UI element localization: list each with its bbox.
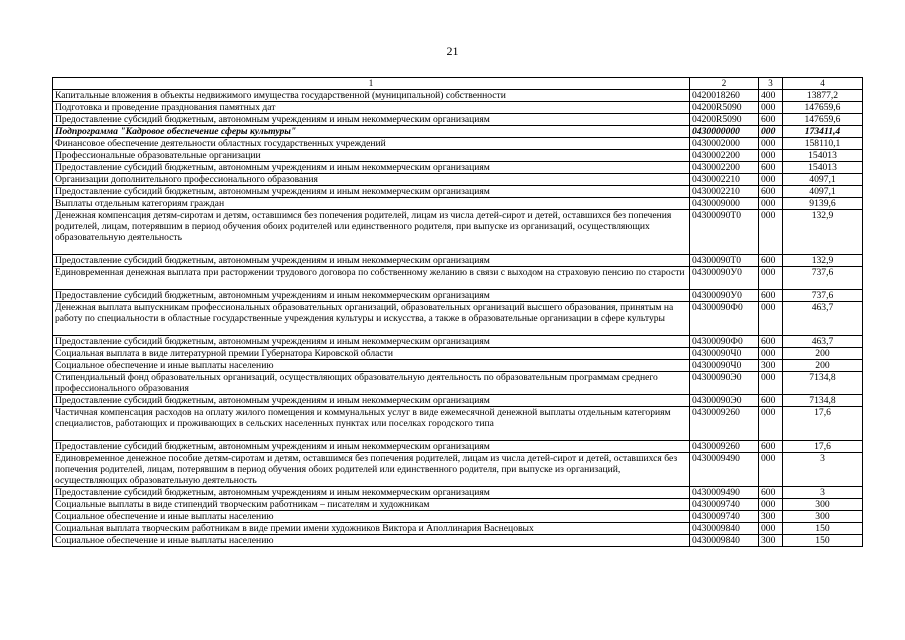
row-name-cell: Подпрограмма "Кадровое обеспечение сферы культуры" bbox=[53, 126, 690, 138]
row-type-cell: 600 bbox=[759, 114, 783, 126]
row-name-cell: Предоставление субсидий бюджетным, автономным учреждениям и иным некоммерческим организациям bbox=[53, 441, 690, 453]
row-name-cell: Денежная выплата выпускникам профессиональных образовательных организаций, образовательных организаций высшего образования, принятым на работу по специальности в областные государственные учреждения культуры и искусства, а также в образовательные организации в сфере культуры bbox=[53, 302, 690, 336]
row-type-cell: 000 bbox=[759, 102, 783, 114]
row-sum-cell: 4097,1 bbox=[783, 186, 863, 198]
row-name-cell: Профессиональные образовательные организации bbox=[53, 150, 690, 162]
row-code-cell: 04300090Ч0 bbox=[690, 348, 759, 360]
row-name-cell: Организации дополнительного профессионального образования bbox=[53, 174, 690, 186]
table-row bbox=[53, 487, 863, 499]
table-row bbox=[53, 114, 863, 126]
row-type-cell: 000 bbox=[759, 523, 783, 535]
row-name-cell: Денежная компенсация детям-сиротам и детям, оставшимся без попечения родителей, лицам из числа детей-сирот и детей, оставшихся без попечения родителей, лицам, потерявшим в период обучения обоих родителей или единственного родителя, при выпуске из организаций, осуществляющих образовательную деятельность bbox=[53, 210, 690, 255]
table-row bbox=[53, 174, 863, 186]
row-name-cell: Социальное обеспечение и иные выплаты населению bbox=[53, 360, 690, 372]
row-name-cell: Социальное обеспечение и иные выплаты населению bbox=[53, 511, 690, 523]
row-name-cell: Единовременное денежное пособие детям-сиротам и детям, оставшимся без попечения родителей, лицам из числа детей-сирот и детей, оставшихся без попечения родителей, лицам, потерявшим в период обучения обоих родителей или единственного родителя, при выпуске из организаций, осуществляющих образовательную деятельность bbox=[53, 453, 690, 487]
table-row bbox=[53, 348, 863, 360]
row-sum-cell: 463,7 bbox=[783, 336, 863, 348]
table-row bbox=[53, 523, 863, 535]
row-name-cell: Финансовое обеспечение деятельности областных государственных учреждений bbox=[53, 138, 690, 150]
table-row bbox=[53, 210, 863, 255]
row-code-cell: 0430000000 bbox=[690, 126, 759, 138]
row-code-cell: 0430009840 bbox=[690, 523, 759, 535]
table-row bbox=[53, 535, 863, 547]
row-type-cell: 300 bbox=[759, 511, 783, 523]
table-row bbox=[53, 267, 863, 290]
table-row bbox=[53, 336, 863, 348]
table-row bbox=[53, 407, 863, 441]
row-type-cell: 000 bbox=[759, 302, 783, 336]
row-code-cell: 04300090Ф0 bbox=[690, 302, 759, 336]
row-sum-cell: 300 bbox=[783, 511, 863, 523]
row-type-cell: 600 bbox=[759, 487, 783, 499]
row-name-cell: Выплаты отдельным категориям граждан bbox=[53, 198, 690, 210]
table-row bbox=[53, 126, 863, 138]
row-code-cell: 04300090У0 bbox=[690, 267, 759, 290]
budget-table bbox=[52, 77, 863, 547]
row-name-cell: Предоставление субсидий бюджетным, автономным учреждениям и иным некоммерческим организациям bbox=[53, 336, 690, 348]
row-type-cell: 000 bbox=[759, 499, 783, 511]
table-row bbox=[53, 162, 863, 174]
row-type-cell: 600 bbox=[759, 441, 783, 453]
row-type-cell: 000 bbox=[759, 150, 783, 162]
row-type-cell: 600 bbox=[759, 336, 783, 348]
row-type-cell: 000 bbox=[759, 267, 783, 290]
row-sum-cell: 132,9 bbox=[783, 255, 863, 267]
row-sum-cell: 463,7 bbox=[783, 302, 863, 336]
row-code-cell: 0430009490 bbox=[690, 487, 759, 499]
row-code-cell: 0430009740 bbox=[690, 511, 759, 523]
row-type-cell: 600 bbox=[759, 395, 783, 407]
row-sum-cell: 737,6 bbox=[783, 290, 863, 302]
row-sum-cell: 737,6 bbox=[783, 267, 863, 290]
table-row bbox=[53, 441, 863, 453]
row-code-cell: 0430002200 bbox=[690, 162, 759, 174]
row-name-cell: Капитальные вложения в объекты недвижимого имущества государственной (муниципальной) собственности bbox=[53, 90, 690, 102]
row-sum-cell: 7134,8 bbox=[783, 372, 863, 395]
table-row bbox=[53, 198, 863, 210]
row-sum-cell: 173411,4 bbox=[783, 126, 863, 138]
table-row bbox=[53, 511, 863, 523]
row-code-cell: 0420018260 bbox=[690, 90, 759, 102]
row-name-cell: Социальное обеспечение и иные выплаты населению bbox=[53, 535, 690, 547]
table-row bbox=[53, 290, 863, 302]
row-sum-cell: 3 bbox=[783, 487, 863, 499]
row-sum-cell: 154013 bbox=[783, 150, 863, 162]
row-type-cell: 000 bbox=[759, 210, 783, 255]
row-name-cell: Предоставление субсидий бюджетным, автономным учреждениям и иным некоммерческим организациям bbox=[53, 114, 690, 126]
row-sum-cell: 17,6 bbox=[783, 441, 863, 453]
row-type-cell: 000 bbox=[759, 138, 783, 150]
row-type-cell: 000 bbox=[759, 126, 783, 138]
row-type-cell: 300 bbox=[759, 535, 783, 547]
row-code-cell: 04200R5090 bbox=[690, 102, 759, 114]
row-sum-cell: 154013 bbox=[783, 162, 863, 174]
table-row bbox=[53, 90, 863, 102]
row-sum-cell: 4097,1 bbox=[783, 174, 863, 186]
row-sum-cell: 147659,6 bbox=[783, 102, 863, 114]
row-code-cell: 04200R5090 bbox=[690, 114, 759, 126]
column-header: 2 bbox=[690, 78, 759, 90]
row-code-cell: 0430009840 bbox=[690, 535, 759, 547]
row-code-cell: 0430009000 bbox=[690, 198, 759, 210]
row-code-cell: 04300090У0 bbox=[690, 290, 759, 302]
row-code-cell: 04300090Э0 bbox=[690, 395, 759, 407]
row-code-cell: 0430009740 bbox=[690, 499, 759, 511]
row-type-cell: 000 bbox=[759, 407, 783, 441]
row-sum-cell: 132,9 bbox=[783, 210, 863, 255]
row-type-cell: 600 bbox=[759, 186, 783, 198]
row-sum-cell: 300 bbox=[783, 499, 863, 511]
table-row bbox=[53, 372, 863, 395]
row-sum-cell: 200 bbox=[783, 360, 863, 372]
row-code-cell: 04300090Т0 bbox=[690, 210, 759, 255]
table-row bbox=[53, 186, 863, 198]
row-name-cell: Единовременная денежная выплата при расторжении трудового договора по собственному желанию в связи с выходом на страховую пенсию по старости bbox=[53, 267, 690, 290]
row-code-cell: 0430002210 bbox=[690, 174, 759, 186]
row-name-cell: Предоставление субсидий бюджетным, автономным учреждениям и иным некоммерческим организациям bbox=[53, 395, 690, 407]
row-sum-cell: 150 bbox=[783, 523, 863, 535]
row-code-cell: 04300090Ч0 bbox=[690, 360, 759, 372]
row-name-cell: Предоставление субсидий бюджетным, автономным учреждениям и иным некоммерческим организациям bbox=[53, 255, 690, 267]
table-row bbox=[53, 302, 863, 336]
row-name-cell: Предоставление субсидий бюджетным, автономным учреждениям и иным некоммерческим организациям bbox=[53, 290, 690, 302]
row-name-cell: Предоставление субсидий бюджетным, автономным учреждениям и иным некоммерческим организациям bbox=[53, 186, 690, 198]
row-type-cell: 600 bbox=[759, 162, 783, 174]
row-name-cell: Предоставление субсидий бюджетным, автономным учреждениям и иным некоммерческим организациям bbox=[53, 162, 690, 174]
table-row bbox=[53, 138, 863, 150]
row-code-cell: 0430009260 bbox=[690, 407, 759, 441]
row-type-cell: 000 bbox=[759, 372, 783, 395]
row-sum-cell: 3 bbox=[783, 453, 863, 487]
column-header: 1 bbox=[53, 78, 690, 90]
row-code-cell: 0430009260 bbox=[690, 441, 759, 453]
row-type-cell: 000 bbox=[759, 348, 783, 360]
row-name-cell: Социальная выплата в виде литературной премии Губернатора Кировской области bbox=[53, 348, 690, 360]
row-type-cell: 000 bbox=[759, 198, 783, 210]
row-code-cell: 04300090Ф0 bbox=[690, 336, 759, 348]
row-sum-cell: 13877,2 bbox=[783, 90, 863, 102]
row-sum-cell: 147659,6 bbox=[783, 114, 863, 126]
row-sum-cell: 17,6 bbox=[783, 407, 863, 441]
row-code-cell: 0430002210 bbox=[690, 186, 759, 198]
row-type-cell: 000 bbox=[759, 174, 783, 186]
row-sum-cell: 7134,8 bbox=[783, 395, 863, 407]
row-code-cell: 04300090Э0 bbox=[690, 372, 759, 395]
row-name-cell: Частичная компенсация расходов на оплату жилого помещения и коммунальных услуг в виде ежемесячной денежной выплаты отдельным категориям специалистов, работающих и проживающих в сельских населенных пунктах или поселках городского типа bbox=[53, 407, 690, 441]
column-header: 4 bbox=[783, 78, 863, 90]
table-row bbox=[53, 102, 863, 114]
table-row bbox=[53, 395, 863, 407]
row-name-cell: Подготовка и проведение празднования памятных дат bbox=[53, 102, 690, 114]
row-type-cell: 400 bbox=[759, 90, 783, 102]
row-type-cell: 300 bbox=[759, 360, 783, 372]
row-code-cell: 0430002200 bbox=[690, 150, 759, 162]
row-sum-cell: 158110,1 bbox=[783, 138, 863, 150]
row-name-cell: Социальная выплата творческим работникам в виде премии имени художников Виктора и Аполлинария Васнецовых bbox=[53, 523, 690, 535]
page-number: 21 bbox=[446, 44, 459, 58]
table-row bbox=[53, 360, 863, 372]
table-row bbox=[53, 255, 863, 267]
row-sum-cell: 200 bbox=[783, 348, 863, 360]
row-type-cell: 600 bbox=[759, 255, 783, 267]
column-header: 3 bbox=[759, 78, 783, 90]
table-row bbox=[53, 150, 863, 162]
table-row bbox=[53, 499, 863, 511]
row-type-cell: 600 bbox=[759, 290, 783, 302]
row-code-cell: 04300090Т0 bbox=[690, 255, 759, 267]
row-sum-cell: 150 bbox=[783, 535, 863, 547]
row-type-cell: 000 bbox=[759, 453, 783, 487]
row-sum-cell: 9139,6 bbox=[783, 198, 863, 210]
row-name-cell: Стипендиальный фонд образовательных организаций, осуществляющих образовательную деятельность по образовательным программам среднего профессионального образования bbox=[53, 372, 690, 395]
row-code-cell: 0430009490 bbox=[690, 453, 759, 487]
row-name-cell: Социальные выплаты в виде стипендий творческим работникам – писателям и художникам bbox=[53, 499, 690, 511]
row-name-cell: Предоставление субсидий бюджетным, автономным учреждениям и иным некоммерческим организациям bbox=[53, 487, 690, 499]
table-row bbox=[53, 453, 863, 487]
row-code-cell: 0430002000 bbox=[690, 138, 759, 150]
table-header-row bbox=[53, 78, 863, 90]
